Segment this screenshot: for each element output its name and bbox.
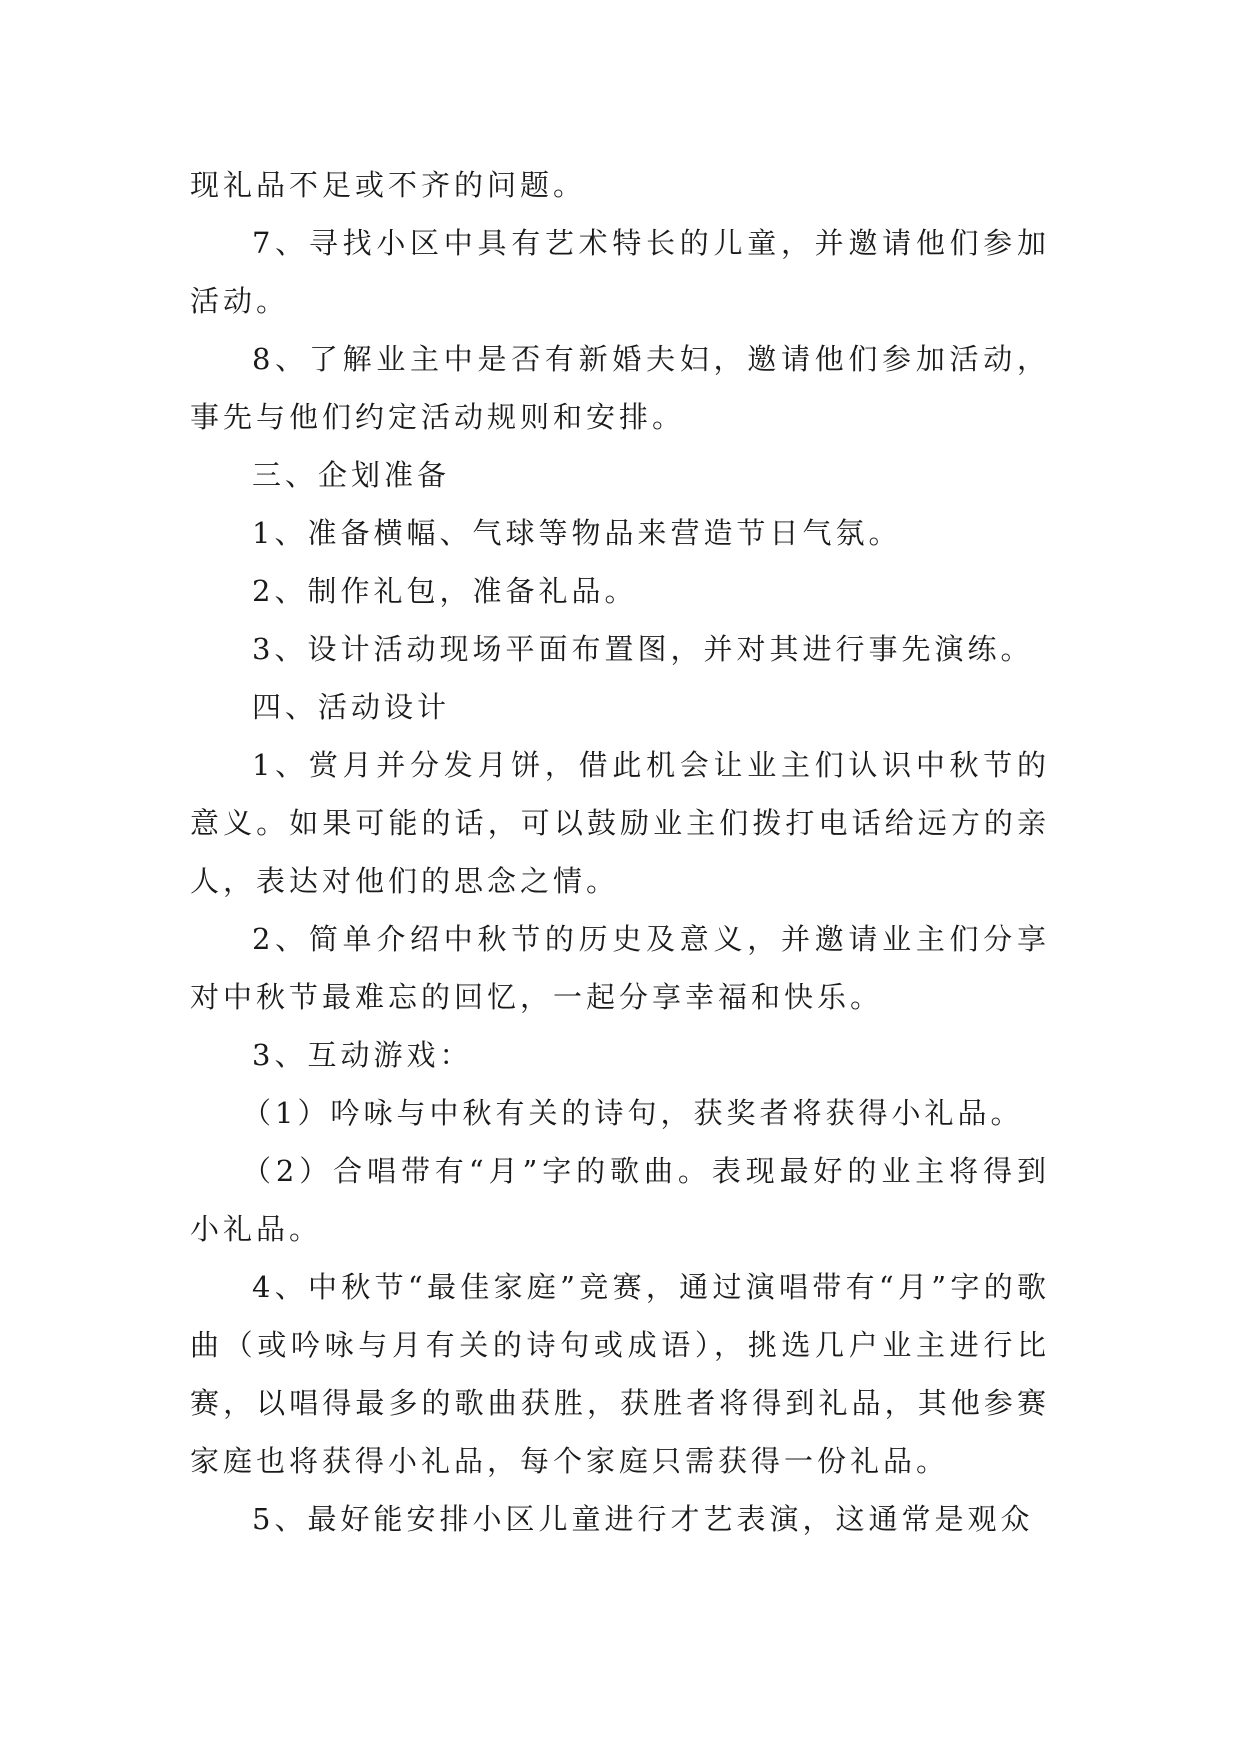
paragraph-activity-4-best-family: 4、中秋节“最佳家庭”竞赛，通过演唱带有“月”字的歌曲（或吟咏与月有关的诗句或成语），挑选几户业主进行比赛，以唱得最多的歌曲获胜，获胜者将得到礼品，其他参赛家庭也将获得小礼品，每个家庭只需获得一份礼品。: [190, 1270, 1050, 1478]
paragraph-activity-1-moon-viewing: 1、赏月并分发月饼，借此机会让业主们认识中秋节的意义。如果可能的话，可以鼓励业主们拨打电话给远方的亲人，表达对他们的思念之情。: [190, 748, 1050, 898]
paragraph-prep-2-gift-packs: 2、制作礼包，准备礼品。: [252, 574, 638, 608]
paragraph-prep-3-layout-rehearsal: 3、设计活动现场平面布置图，并对其进行事先演练。: [252, 632, 1034, 666]
section-heading-planning-preparation: 三、企划准备: [252, 458, 451, 492]
paragraph-activity-2-history: 2、简单介绍中秋节的历史及意义，并邀请业主们分享对中秋节最难忘的回忆，一起分享幸福和快乐。: [190, 922, 1050, 1014]
paragraph-gift-shortage: 现礼品不足或不齐的问题。: [190, 168, 587, 202]
paragraph-item-8-newlyweds: 8、了解业主中是否有新婚夫妇，邀请他们参加活动，事先与他们约定活动规则和安排。: [190, 342, 1050, 434]
paragraph-game-1-poems: （1）吟咏与中秋有关的诗句，获奖者将获得小礼品。: [242, 1096, 1024, 1130]
paragraph-activity-3-games: 3、互动游戏：: [252, 1038, 473, 1072]
paragraph-game-2-singing: （2）合唱带有“月”字的歌曲。表现最好的业主将得到小礼品。: [190, 1154, 1050, 1246]
section-heading-activity-design: 四、活动设计: [252, 690, 451, 724]
paragraph-activity-5-talent-show: 5、最好能安排小区儿童进行才艺表演，这通常是观众: [252, 1502, 1034, 1536]
paragraph-item-7-art-children: 7、寻找小区中具有艺术特长的儿童，并邀请他们参加活动。: [190, 226, 1050, 318]
document-body: [190, 156, 1050, 1548]
paragraph-prep-1-banners: 1、准备横幅、气球等物品来营造节日气氛。: [252, 516, 902, 550]
